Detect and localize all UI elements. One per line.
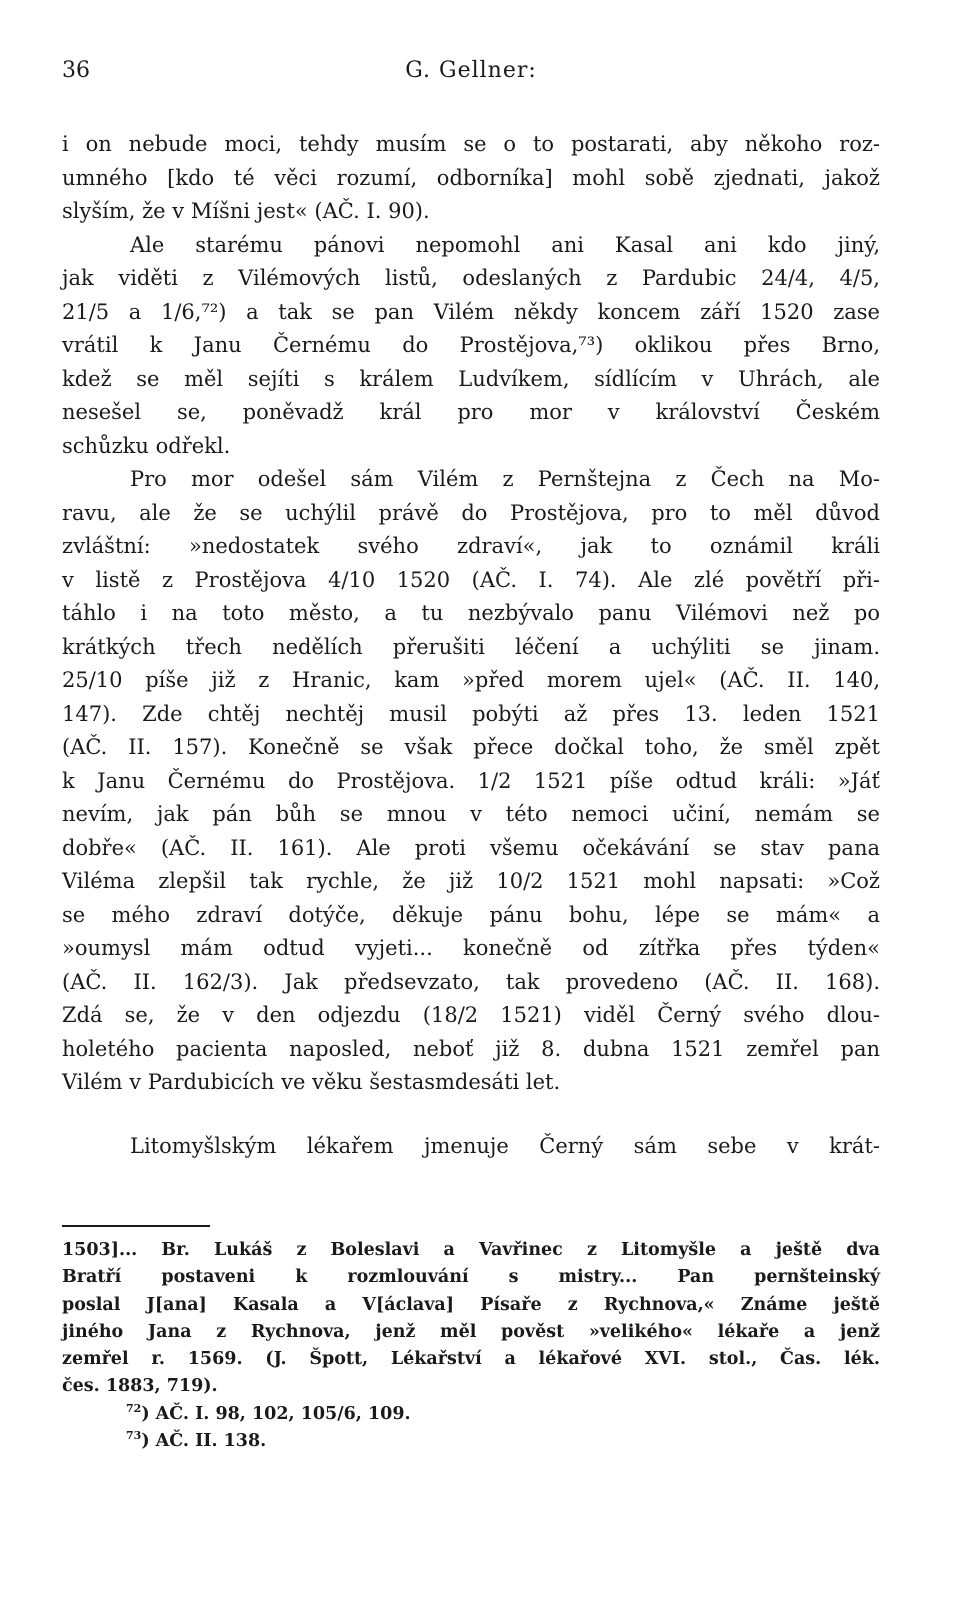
running-head: G. Gellner:: [405, 58, 537, 83]
text-line: »oumysl mám odtud vyjeti... konečně od zítřka přes týden«: [62, 936, 880, 960]
text-line: 21/5 a 1/6,⁷²) a tak se pan Vilém někdy koncem září 1520 zase: [62, 299, 880, 324]
text-line: Ale starému pánovi nepomohl ani Kasal ani kdo jiný,: [130, 232, 880, 257]
footnote-text: ) AČ. II. 138.: [141, 1431, 267, 1452]
text-line: dobře« (AČ. II. 161). Ale proti všemu očekávání se stav pana: [62, 835, 880, 860]
text-line: schůzku odřekl.: [62, 433, 231, 458]
text-line: (AČ. II. 162/3). Jak předsevzato, tak provedeno (AČ. II. 168).: [62, 969, 880, 994]
footnotes: [62, 1237, 880, 1455]
text-line: (AČ. II. 157). Konečně se však přece dočkal toho, že směl zpět: [62, 735, 880, 759]
footnote-text: ) AČ. I. 98, 102, 105/6, 109.: [141, 1403, 411, 1424]
footnote-line: jiného Jana z Rychnova, jenž měl pověst »velikého« lékaře a jenž: [62, 1321, 880, 1342]
text-line: 147). Zde chtěj nechtěj musil pobýti až přes 13. leden 1521: [62, 701, 880, 726]
text-line: Zdá se, že v den odjezdu (18/2 1521) viděl Černý svého dlou-: [62, 1003, 880, 1027]
footnote-72: [62, 1401, 880, 1428]
footnote-mark: 72: [126, 1401, 142, 1415]
footnote-line: čes. 1883, 719).: [62, 1376, 218, 1397]
page-header: [62, 58, 880, 88]
text-line: táhlo i na toto město, a tu nezbývalo panu Vilémovi než po: [62, 601, 880, 625]
text-line: 25/10 píše již z Hranic, kam »před morem ujel« (AČ. II. 140,: [62, 668, 880, 692]
text-line: se mého zdraví dotýče, děkuje pánu bohu, lépe se mám« a: [62, 902, 880, 927]
text-line: slyším, že v Míšni jest« (AČ. I. 90).: [62, 199, 430, 223]
page-number: 36: [62, 58, 90, 83]
footnote-line: poslal J[ana] Kasala a V[áclava] Písaře z Rychnova,« Známe ještě: [62, 1294, 880, 1315]
text-line: kdež se měl sejíti s králem Ludvíkem, sídlícím v Uhrách, ale: [62, 366, 880, 391]
text-line: vrátil k Janu Černému do Prostějova,⁷³) oklikou přes Brno,: [62, 333, 880, 357]
text-line: Pro mor odešel sám Vilém z Pernštejna z Čech na Mo-: [130, 467, 880, 491]
text-line: k Janu Černému do Prostějova. 1/2 1521 píše odtud králi: »Jáť: [62, 768, 880, 793]
footnote-line: Bratří postaveni k rozmlouvání s mistry... Pan pernšteinský: [62, 1267, 880, 1288]
body-text: [62, 128, 880, 1163]
text-line: krátkých třech nedělích přerušiti léčení a uchýliti se jinam.: [62, 634, 880, 659]
text-line: jak viděti z Vilémových listů, odeslaných z Pardubic 24/4, 4/5,: [62, 266, 880, 290]
text-line: i on nebude moci, tehdy musím se o to postarati, aby někoho roz-: [62, 132, 880, 156]
text-line: ravu, ale že se uchýlil právě do Prostějova, pro to měl důvod: [62, 500, 880, 525]
footnote-rule: [62, 1225, 210, 1227]
text-line: v listě z Prostějova 4/10 1520 (AČ. I. 74). Ale zlé povětří při-: [62, 567, 880, 592]
text-line: umného [kdo té věci rozumí, odborníka] mohl sobě zjednati, jakož: [62, 165, 880, 190]
footnote-73: [62, 1428, 880, 1455]
text-line: zvláštní: »nedostatek svého zdraví«, jak to oznámil králi: [62, 534, 880, 558]
closing-line: Litomyšlským lékařem jmenuje Černý sám sebe v krát-: [130, 1133, 880, 1158]
footnote-line: 1503]... Br. Lukáš z Boleslavi a Vavřinec z Litomyšle a ještě dva: [62, 1240, 880, 1260]
footnote-line: zemřel r. 1569. (J. Špott, Lékařství a lékařové XVI. stol., Čas. lék.: [62, 1349, 880, 1370]
text-line: holetého pacienta naposled, neboť již 8. dubna 1521 zemřel pan: [62, 1036, 880, 1061]
text-line: Vilém v Pardubicích ve věku šestasmdesáti let.: [62, 1070, 561, 1094]
text-line: nesešel se, poněvadž král pro mor v království Českém: [62, 400, 880, 424]
text-line: Viléma zlepšil tak rychle, že již 10/2 1521 mohl napsati: »Což: [62, 869, 880, 893]
text-line: nevím, jak pán bůh se mnou v této nemoci učiní, nemám se: [62, 802, 880, 826]
paragraph-gap: [62, 1100, 880, 1130]
footnote-mark: 73: [126, 1429, 142, 1443]
